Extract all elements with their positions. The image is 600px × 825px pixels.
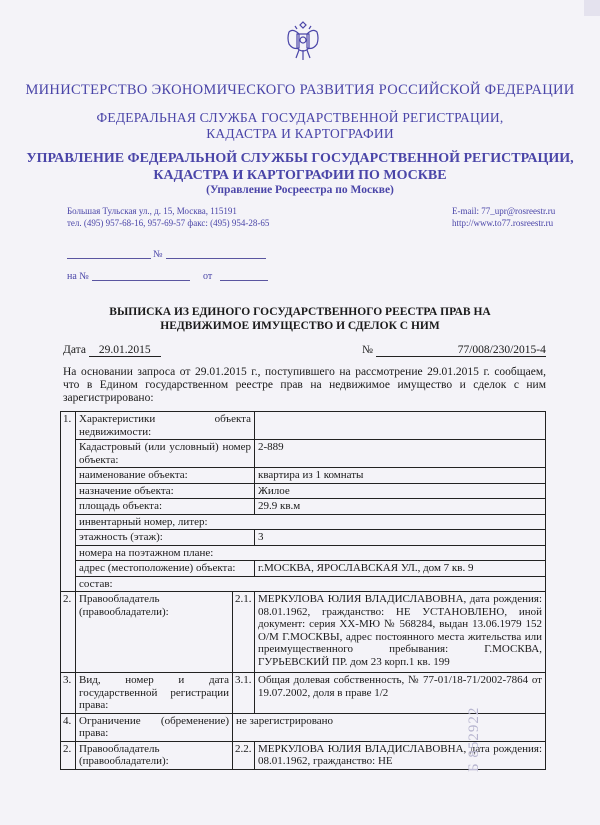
table-row: номера на поэтажном плане: <box>61 545 546 561</box>
table-row: площадь объекта: 29.9 кв.м <box>61 499 546 515</box>
outgoing-date-line <box>166 258 266 259</box>
department-short-name: (Управление Росреестра по Москве) <box>206 184 394 196</box>
coat-of-arms-icon <box>283 18 323 64</box>
table-row: адрес (местоположение) объекта: г.МОСКВА, ЯРОСЛАВСКАЯ УЛ., дом 7 кв. 9 <box>61 561 546 577</box>
ministry-name: МИНИСТЕРСТВО ЭКОНОМИЧЕСКОГО РАЗВИТИЯ РОССИЙСКОЙ ФЕДЕРАЦИИ <box>25 82 575 98</box>
intro-paragraph: На основании запроса от 29.01.2015 г., поступившего на рассмотрение 29.01.2015 г. сообщаем, что в Едином государственном реестре прав на недвижимое имущество и сделок с ним зарегистрировано: <box>63 366 546 404</box>
reference-date-label: от <box>203 271 213 282</box>
table-row: наименование объекта: квартира из 1 комнаты <box>61 468 546 484</box>
table-row: 1. Характеристики объекта недвижимости: <box>61 412 546 440</box>
table-row: этажность (этаж): 3 <box>61 530 546 546</box>
table-row: 2. Правообладатель (правообладатели): 2.2. МЕРКУЛОВА ЮЛИЯ ВЛАДИСЛАВОВНА, дата рождения: 08.01.1962, гражданство: НЕ <box>61 741 546 769</box>
number-sign: № <box>153 249 163 260</box>
blank-serial-number: Б 852922 <box>466 706 482 772</box>
table-row: Кадастровый (или условный) номер объекта: 2-889 <box>61 440 546 468</box>
reference-date-line <box>220 280 268 281</box>
document-number-value: 77/008/230/2015-4 <box>376 344 546 357</box>
department-address: Большая Тульская ул., д. 15, Москва, 115191 тел. (495) 957-68-16, 957-69-57 факс: (495) 954-28-65 <box>67 206 270 228</box>
table-row: инвентарный номер, литер: <box>61 514 546 530</box>
department-contacts: E-mail: 77_upr@rosreestr.ru http://www.to77.rosreestr.ru <box>452 206 556 228</box>
document-number: № 77/008/230/2015-4 <box>362 344 546 356</box>
document-title: ВЫПИСКА ИЗ ЕДИНОГО ГОСУДАРСТВЕННОГО РЕЕСТРА ПРАВ НА НЕДВИЖИМОЕ ИМУЩЕСТВО И СДЕЛОК С НИМ <box>109 306 491 332</box>
reference-number-line <box>92 280 190 281</box>
table-row: назначение объекта: Жилое <box>61 483 546 499</box>
page-corner <box>584 0 600 16</box>
table-row: 3. Вид, номер и дата государственной регистрации права: 3.1. Общая долевая собственность, № 77-01/18-71/2002-7864 от 19.07.2002, доля в праве 1/2 <box>61 673 546 714</box>
reference-number-label: на № <box>67 271 89 282</box>
table-row: 4. Ограничение (обременение) права: не зарегистрировано <box>61 713 546 741</box>
table-row: состав: <box>61 576 546 592</box>
document-date: Дата 29.01.2015 <box>63 344 161 357</box>
outgoing-number-line <box>67 258 151 259</box>
table-row: 2. Правообладатель (правообладатели): 2.1. МЕРКУЛОВА ЮЛИЯ ВЛАДИСЛАВОВНА, дата рождения: 08.01.1962, гражданство: НЕ УСТАНОВЛЕНО, иной документ: серия ХХ-МЮ № 568284, выдан 13.06.1979 152 О/М Г.МОСКВЫ, адрес постоянного места жительства или преимущественного пребывания: Г.МОСКВА, ГУРЬЕВСКИЙ ПР. дом 23 корп.1 кв. 199 <box>61 592 546 673</box>
document-date-value: 29.01.2015 <box>89 344 161 357</box>
department-name: УПРАВЛЕНИЕ ФЕДЕРАЛЬНОЙ СЛУЖБЫ ГОСУДАРСТВЕННОЙ РЕГИСТРАЦИИ, КАДАСТРА И КАРТОГРАФИИ ПО МОСКВЕ <box>26 151 574 183</box>
service-name: ФЕДЕРАЛЬНАЯ СЛУЖБА ГОСУДАРСТВЕННОЙ РЕГИСТРАЦИИ, КАДАСТРА И КАРТОГРАФИИ <box>96 110 504 141</box>
